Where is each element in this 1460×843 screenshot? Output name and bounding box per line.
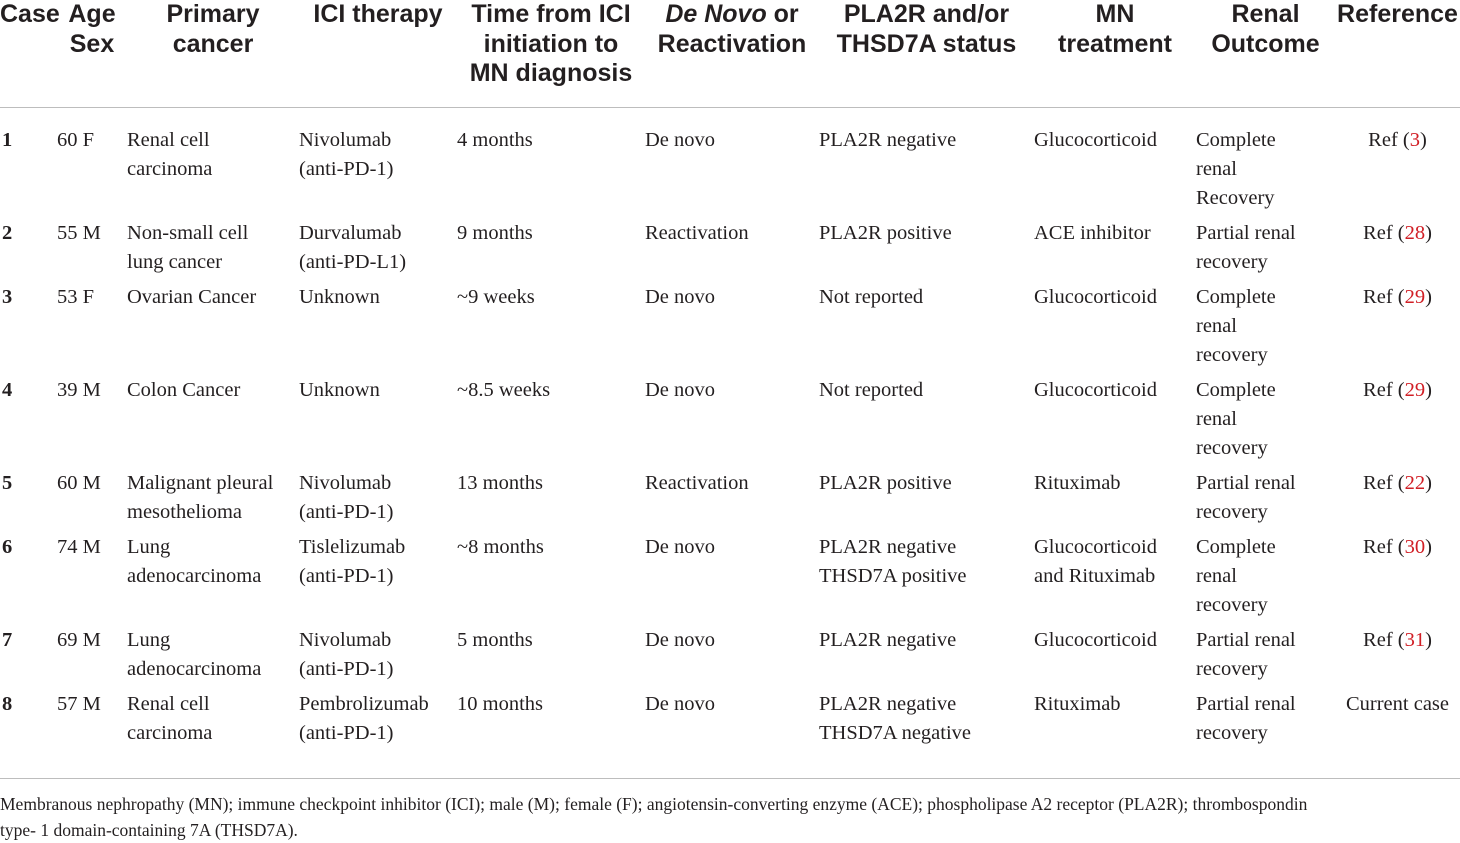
cell-line: Durvalumab <box>299 221 402 244</box>
cell-line: Glucocorticoid <box>1034 628 1157 651</box>
column-header-time-to-diagnosis <box>457 0 645 107</box>
table-row <box>0 469 1460 533</box>
time-cell <box>457 690 645 754</box>
cell-line: Reactivation <box>645 471 749 494</box>
cell-line: Colon Cancer <box>127 378 241 401</box>
time-cell <box>457 376 645 469</box>
primary-cancer-cell <box>127 376 299 469</box>
case-number-cell: 1 <box>2 128 13 151</box>
denovo-cell <box>645 626 819 690</box>
cell-line: Rituximab <box>1034 692 1121 715</box>
age-sex-cell: 60 M <box>57 471 101 494</box>
cell-line: De novo <box>645 692 716 715</box>
treatment-cell <box>1034 219 1196 283</box>
outcome-cell <box>1196 107 1335 219</box>
cell-line: Renal cell <box>127 128 210 151</box>
column-header-renal-outcome <box>1196 0 1335 107</box>
age-sex-cell: 60 F <box>57 128 95 151</box>
primary-cancer-cell <box>127 690 299 754</box>
footnote-line: Membranous nephropathy (MN); immune checkpoint inhibitor (ICI); male (M); female (F); angiotensin-converting enzyme (ACE); phospholipase A2 receptor (PLA2R); thrombospondin <box>0 794 1308 814</box>
cell-line: mesothelioma <box>127 500 243 523</box>
reference-suffix: ) <box>1425 471 1432 494</box>
cell-line: 10 months <box>457 692 543 715</box>
treatment-cell <box>1034 469 1196 533</box>
reference-prefix: Ref ( <box>1363 628 1405 651</box>
time-cell <box>457 219 645 283</box>
header-line: ICI therapy <box>313 0 443 28</box>
case-number-cell: 2 <box>2 221 13 244</box>
reference-cell <box>1335 626 1460 690</box>
cell-line: Glucocorticoid <box>1034 378 1157 401</box>
cell-line: 9 months <box>457 221 533 244</box>
case-number-cell: 4 <box>2 378 13 401</box>
reference-suffix: ) <box>1425 628 1432 651</box>
cell-line: De novo <box>645 378 716 401</box>
cell-line: Unknown <box>299 285 380 308</box>
header-line: Sex <box>69 29 115 58</box>
header-line: MN <box>1095 0 1135 28</box>
denovo-cell <box>645 376 819 469</box>
header-row <box>0 0 1460 107</box>
reference-suffix: ) <box>1419 128 1427 151</box>
header-line: cancer <box>172 29 254 58</box>
ici-therapy-cell <box>299 626 457 690</box>
table-footnote <box>0 778 1460 843</box>
cell-line: Renal cell <box>127 692 210 715</box>
header-line: PLA2R and/or <box>843 0 1010 28</box>
cell-line: THSD7A negative <box>819 721 972 744</box>
status-cell <box>819 283 1034 376</box>
reference-link[interactable]: 28 <box>1404 221 1426 244</box>
cell-line: Tislelizumab <box>299 535 406 558</box>
case-number-cell: 6 <box>2 535 13 558</box>
cell-line: 5 months <box>457 628 533 651</box>
ici-therapy-cell <box>299 283 457 376</box>
table-row <box>0 107 1460 219</box>
primary-cancer-cell <box>127 626 299 690</box>
age-sex-cell: 55 M <box>57 221 101 244</box>
age-sex-cell: 57 M <box>57 692 101 715</box>
treatment-cell <box>1034 283 1196 376</box>
outcome-cell <box>1196 219 1335 283</box>
cell-line: Reactivation <box>645 221 749 244</box>
reference-cell <box>1335 690 1460 754</box>
outcome-cell <box>1196 469 1335 533</box>
cell-line: Nivolumab <box>299 628 392 651</box>
primary-cancer-cell <box>127 219 299 283</box>
column-header-age-sex <box>57 0 127 107</box>
denovo-cell <box>645 219 819 283</box>
cell-line: De novo <box>645 628 716 651</box>
cell-line: Glucocorticoid <box>1034 285 1157 308</box>
outcome-cell <box>1196 376 1335 469</box>
treatment-cell <box>1034 690 1196 754</box>
cell-line: ~8.5 weeks <box>457 378 551 401</box>
reference-suffix: ) <box>1425 285 1432 308</box>
case-number-cell: 5 <box>2 471 13 494</box>
cell-line: Partial renal <box>1196 221 1296 244</box>
age-sex-cell: 74 M <box>57 535 101 558</box>
cell-line: ~8 months <box>457 535 544 558</box>
cell-line: Pembrolizumab <box>299 692 429 715</box>
case-number-cell: 3 <box>2 285 13 308</box>
cell-line: lung cancer <box>127 250 223 273</box>
time-cell <box>457 626 645 690</box>
cell-line: Complete <box>1196 128 1276 151</box>
header-line: THSD7A status <box>836 29 1017 58</box>
table-row <box>0 533 1460 626</box>
cell-line: Partial renal <box>1196 471 1296 494</box>
cell-line: carcinoma <box>127 721 213 744</box>
header-italic-text: De Novo <box>665 0 767 28</box>
column-header-primary-cancer <box>127 0 299 107</box>
cell-line: Recovery <box>1196 186 1275 209</box>
table-row <box>0 283 1460 376</box>
table-header <box>0 0 1460 107</box>
column-header-ici-therapy <box>299 0 457 107</box>
reference-prefix: Ref ( <box>1363 535 1405 558</box>
outcome-cell <box>1196 283 1335 376</box>
cell-line: adenocarcinoma <box>127 564 262 587</box>
primary-cancer-cell <box>127 533 299 626</box>
cell-line: recovery <box>1196 500 1268 523</box>
ici-therapy-cell <box>299 533 457 626</box>
reference-cell <box>1335 283 1460 376</box>
header-line: MN diagnosis <box>469 59 633 87</box>
header-line <box>645 0 819 30</box>
cell-line: ~9 weeks <box>457 285 535 308</box>
cell-line: (anti-PD-L1) <box>299 250 407 273</box>
reference-suffix: ) <box>1425 535 1432 558</box>
time-cell <box>457 533 645 626</box>
reference-link[interactable]: 29 <box>1404 378 1426 401</box>
case-number-cell: 8 <box>2 692 13 715</box>
table-row <box>0 690 1460 754</box>
status-cell <box>819 219 1034 283</box>
cell-line: renal <box>1196 314 1237 337</box>
age-sex-cell: 69 M <box>57 628 101 651</box>
cell-line: Rituximab <box>1034 471 1121 494</box>
status-cell <box>819 533 1034 626</box>
cell-line: Complete <box>1196 285 1276 308</box>
column-header-case <box>0 0 60 107</box>
cell-line: Glucocorticoid <box>1034 128 1157 151</box>
header-line: Age <box>68 0 116 28</box>
status-cell <box>819 376 1034 469</box>
cell-line: renal <box>1196 564 1237 587</box>
cell-line: recovery <box>1196 343 1268 366</box>
outcome-cell <box>1196 626 1335 690</box>
table-row <box>0 376 1460 469</box>
cell-line: recovery <box>1196 250 1268 273</box>
reference-link[interactable]: 29 <box>1404 285 1426 308</box>
ici-therapy-cell <box>299 219 457 283</box>
header-line: Reference <box>1337 0 1458 28</box>
cell-line: Lung <box>127 535 171 558</box>
cell-line: 13 months <box>457 471 543 494</box>
cell-line: (anti-PD-1) <box>299 657 394 680</box>
time-cell <box>457 283 645 376</box>
cell-line: (anti-PD-1) <box>299 500 394 523</box>
age-sex-cell: 53 F <box>57 285 95 308</box>
cell-line: PLA2R positive <box>819 221 952 244</box>
table-row <box>0 626 1460 690</box>
reference-text: Current case <box>1345 692 1450 715</box>
ici-therapy-cell <box>299 469 457 533</box>
header-line: Time from ICI <box>471 0 631 28</box>
reference-cell <box>1335 533 1460 626</box>
cell-line: 4 months <box>457 128 533 151</box>
cell-line: (anti-PD-1) <box>299 564 394 587</box>
reference-prefix: Ref ( <box>1363 285 1405 308</box>
ici-therapy-cell <box>299 376 457 469</box>
cell-line: recovery <box>1196 593 1268 616</box>
time-cell <box>457 107 645 219</box>
header-line: Outcome <box>1211 29 1320 58</box>
cell-line: PLA2R negative <box>819 128 957 151</box>
reference-cell <box>1335 469 1460 533</box>
header-line: Primary <box>166 0 260 28</box>
primary-cancer-cell <box>127 107 299 219</box>
footnote-line: type- 1 domain-containing 7A (THSD7A). <box>0 820 298 840</box>
cell-line: and Rituximab <box>1034 564 1156 587</box>
cell-line: recovery <box>1196 436 1268 459</box>
denovo-cell <box>645 533 819 626</box>
column-header-denovo-reactivation <box>645 0 819 107</box>
header-text: or <box>766 0 799 28</box>
cell-line: recovery <box>1196 657 1268 680</box>
header-line: initiation to <box>483 29 619 58</box>
cell-line: Unknown <box>299 378 380 401</box>
cell-line: Malignant pleural <box>127 471 274 494</box>
primary-cancer-cell <box>127 283 299 376</box>
cell-line: De novo <box>645 535 716 558</box>
reference-suffix: ) <box>1425 221 1432 244</box>
age-sex-cell: 39 M <box>57 378 101 401</box>
reference-link[interactable]: 3 <box>1409 128 1420 151</box>
primary-cancer-cell <box>127 469 299 533</box>
treatment-cell <box>1034 376 1196 469</box>
ici-therapy-cell <box>299 690 457 754</box>
table-row <box>0 219 1460 283</box>
time-cell <box>457 469 645 533</box>
cell-line: Partial renal <box>1196 692 1296 715</box>
case-number-cell: 7 <box>2 628 13 651</box>
cell-line: Nivolumab <box>299 128 392 151</box>
reference-link[interactable]: 31 <box>1404 628 1426 651</box>
treatment-cell <box>1034 533 1196 626</box>
reference-cell <box>1335 107 1460 219</box>
denovo-cell <box>645 283 819 376</box>
outcome-cell <box>1196 690 1335 754</box>
cell-line: PLA2R negative <box>819 628 957 651</box>
denovo-cell <box>645 107 819 219</box>
cell-line: PLA2R negative <box>819 535 957 558</box>
treatment-cell <box>1034 107 1196 219</box>
cell-line: De novo <box>645 285 716 308</box>
denovo-cell <box>645 690 819 754</box>
header-line: Reactivation <box>657 29 807 58</box>
cell-line: Nivolumab <box>299 471 392 494</box>
treatment-cell <box>1034 626 1196 690</box>
denovo-cell <box>645 469 819 533</box>
outcome-cell <box>1196 533 1335 626</box>
cell-line: Lung <box>127 628 171 651</box>
status-cell <box>819 107 1034 219</box>
reference-cell <box>1335 376 1460 469</box>
column-header-mn-treatment <box>1034 0 1196 107</box>
status-cell <box>819 690 1034 754</box>
status-cell <box>819 626 1034 690</box>
cell-line: De novo <box>645 128 716 151</box>
cell-line: renal <box>1196 157 1237 180</box>
cell-line: THSD7A positive <box>819 564 967 587</box>
column-header-antibody-status <box>819 0 1034 107</box>
reference-suffix: ) <box>1425 378 1432 401</box>
reference-prefix: Ref ( <box>1363 221 1405 244</box>
cell-line: Not reported <box>819 285 924 308</box>
cell-line: PLA2R negative <box>819 692 957 715</box>
cell-line: renal <box>1196 407 1237 430</box>
cell-line: PLA2R positive <box>819 471 952 494</box>
cell-line: Partial renal <box>1196 628 1296 651</box>
table-body <box>0 107 1460 754</box>
cell-line: adenocarcinoma <box>127 657 262 680</box>
reference-link[interactable]: 22 <box>1404 471 1426 494</box>
cell-line: Not reported <box>819 378 924 401</box>
header-line: Renal <box>1231 0 1300 28</box>
reference-cell <box>1335 219 1460 283</box>
ici-therapy-cell <box>299 107 457 219</box>
status-cell <box>819 469 1034 533</box>
reference-prefix: Ref ( <box>1363 378 1405 401</box>
column-header-reference <box>1335 0 1460 107</box>
reference-link[interactable]: 30 <box>1404 535 1426 558</box>
cell-line: carcinoma <box>127 157 213 180</box>
cell-line: ACE inhibitor <box>1034 221 1151 244</box>
cell-line: Complete <box>1196 535 1276 558</box>
cell-line: (anti-PD-1) <box>299 157 394 180</box>
cell-line: Ovarian Cancer <box>127 285 257 308</box>
cell-line: (anti-PD-1) <box>299 721 394 744</box>
header-line: Case <box>0 0 60 28</box>
cell-line: recovery <box>1196 721 1268 744</box>
reference-prefix: Ref ( <box>1368 128 1410 151</box>
cell-line: Glucocorticoid <box>1034 535 1157 558</box>
header-line: treatment <box>1058 29 1172 58</box>
cell-line: Non-small cell <box>127 221 249 244</box>
cell-line: Complete <box>1196 378 1276 401</box>
reference-prefix: Ref ( <box>1363 471 1405 494</box>
